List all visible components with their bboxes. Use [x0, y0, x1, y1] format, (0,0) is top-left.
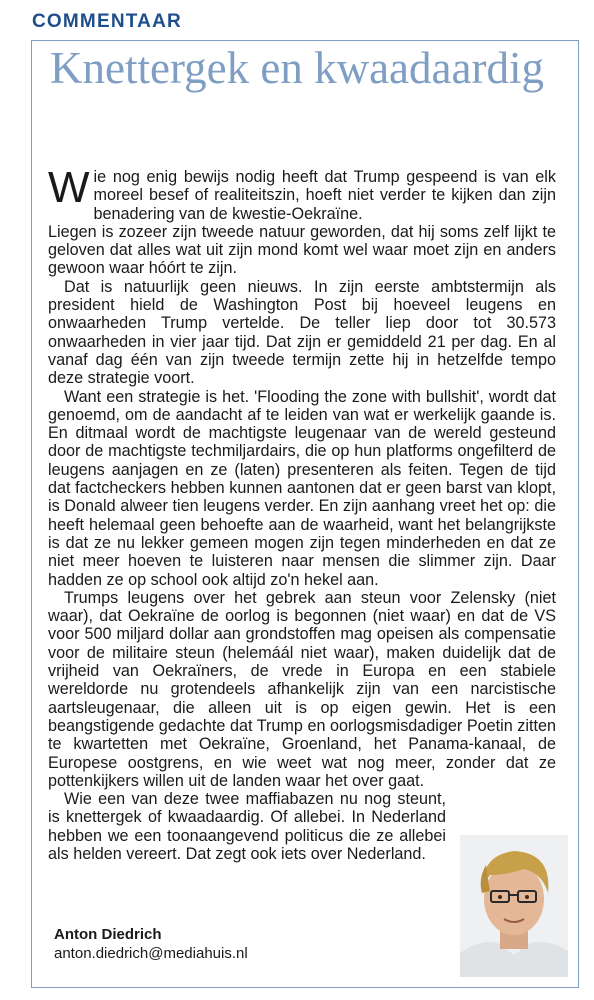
- author-name: Anton Diedrich: [54, 926, 162, 943]
- portrait-illustration: [460, 835, 568, 977]
- paragraph: Dat is natuurlijk geen nieuws. In zijn eerste ambtstermijn als president hield de Washington Post bij hoeveel leugens en onwaarheden Trump vertelde. De teller liep door tot 30.573 onwaarheden in vier jaar tijd. Dat zijn er gemiddeld 21 per dag. En al vanaf dag één van zijn tweede termijn zette hij in hetzelfde tempo deze strategie voort.: [48, 277, 556, 388]
- article-body: [48, 163, 556, 863]
- paragraph-text: ie nog enig bewijs nodig heeft dat Trump gespeend is van elk moreel besef of realiteitszin, hoeft niet verder te kijken dan zijn benadering van de kwestie-Oekraïne.: [93, 168, 556, 223]
- author-portrait: [460, 835, 568, 977]
- author-email[interactable]: anton.diedrich@mediahuis.nl: [54, 945, 248, 962]
- section-label: COMMENTAAR: [32, 11, 182, 32]
- drop-cap: W: [48, 163, 90, 212]
- paragraph: Trumps leugens over het gebrek aan steun voor Zelensky (niet waar), dat Oekraïne de oorlog is begonnen (niet waar) en dat de VS voor 500 miljard dollar aan grondstoffen mag opeisen als compensatie voor de militaire steun (helemáál niet waar), maken duidelijk dat de vrijheid van Oekraïners, de vrede in Europa en een stabiele wereldorde nu grotendeels afhankelijk zijn van een narcistische aartsleugenaar, die alleen uit is op eigen gewin. Het is een beangstigende gedachte dat Trump en oorlogsmisdadiger Poetin zitten te kwartetten met Oekraïne, Groenland, het Panama-kanaal, de Europese oostgrens, en wie weet wat nog meer, zonder dat ze pottenkijkers willen uit de landen waar het over gaat.: [48, 588, 556, 790]
- paragraph: Liegen is zozeer zijn tweede natuur geworden, dat hij soms zelf lijkt te geloven dat alles wat uit zijn mond komt wel waar moet zijn en anders gewoon waar hóórt te zijn.: [48, 222, 556, 278]
- headline: Knettergek en kwaadaardig: [50, 43, 544, 93]
- paragraph-lead: [48, 163, 556, 223]
- paragraph: Want een strategie is het. 'Flooding the zone with bullshit', wordt dat genoemd, om de aandacht af te leiden van wat er werkelijk gaande is. En ditmaal wordt de machtigste leugenaar van de wereld gesteund door de machtigste techmiljardairs, die op hun platforms ongefilterd de leugens aanjagen en ze (laten) presenteren als feiten. Tegen de tijd dat factcheckers hebben kunnen aantonen dat er geen barst van klopt, is Donald alweer tien leugens verder. En zijn aanhang vreet het op: die heeft helemaal geen behoefte aan de waarheid, want het belangrijkste is dat ze nu lekker gemeen mogen zijn tegen minderheden en dat ze niet meer hoeven te luisteren naar mensen die slimmer zijn. Daar hadden ze op school ook altijd zo'n hekel aan.: [48, 387, 556, 589]
- paragraph-closing: Wie een van deze twee maffiabazen nu nog steunt, is knettergek of kwaadaardig. Of allebei. In Nederland hebben we een toonaangevend politicus die ze allebei als helden vereert. Dat zegt ook iets over Nederland.: [48, 790, 446, 863]
- byline: [54, 925, 248, 963]
